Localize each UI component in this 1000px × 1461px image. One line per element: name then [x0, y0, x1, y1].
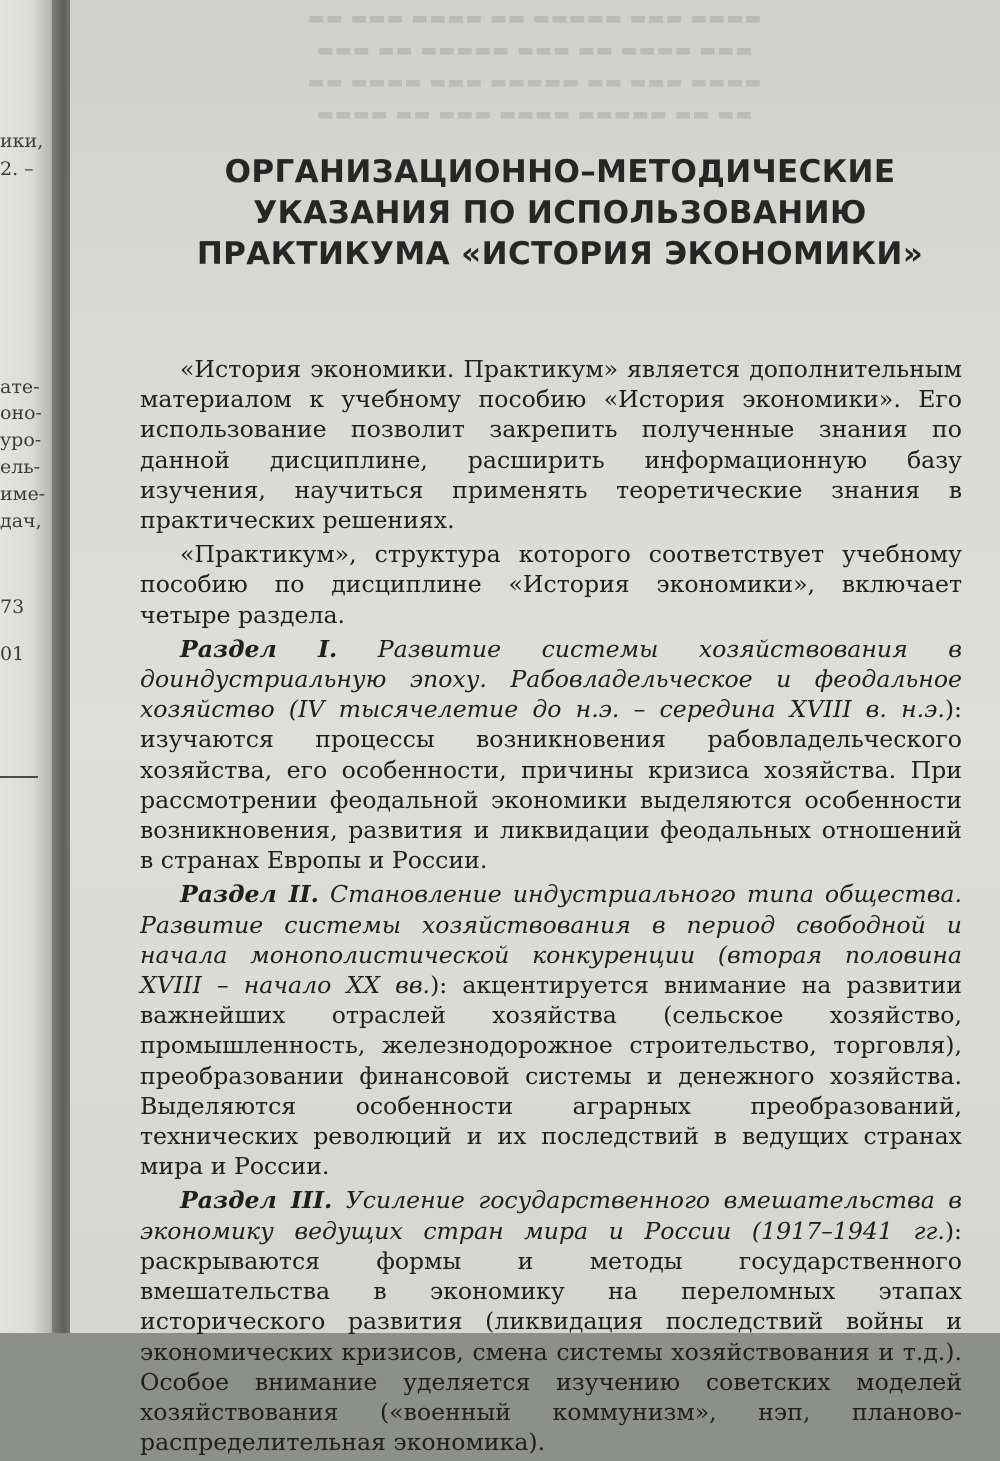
section-label: Раздел I.: [180, 634, 338, 663]
body-text: [140, 354, 962, 1461]
paragraph-section-1: [140, 634, 962, 876]
section-period: IV тысячелетие до н.э. – середина XVIII в. н.э.: [298, 695, 945, 724]
left-page-fragment: 2. –: [0, 158, 34, 180]
paragraph-text: ): раскрываются формы и методы государственного вмешательства в экономику на переломных этапах исторического развития (ликвидация последствий войны и экономических кризисов, смена системы хозяйствования и т.д.). Особое внимание уделяется изучению советских моделей хозяйствования («военный коммунизм», нэп, планово-распределительная экономика).: [140, 1216, 962, 1457]
left-page-fragment: уро-: [0, 429, 42, 451]
section-heading: Развитие системы хозяйствования в доиндустриальную эпоху. Рабовладельческое и феодальное хозяйство (: [140, 634, 962, 724]
left-page-fragment: 73: [0, 596, 25, 618]
bleed-through-texture: ▬▬ ▬▬▬▬ ▬▬▬ ▬▬▬▬▬ ▬▬ ▬▬▬ ▬▬▬▬: [307, 72, 763, 93]
left-page-fragment: име-: [0, 483, 46, 505]
bleed-through-texture: ▬▬▬ ▬▬ ▬▬▬▬▬ ▬▬▬ ▬▬ ▬▬▬▬ ▬▬▬: [316, 40, 754, 61]
paragraph-structure: [140, 539, 962, 630]
section-label: Раздел II.: [180, 880, 319, 909]
paragraph-text: «Практикум», структура которого соответствует учебному пособию по дисциплине «История экономики», включает четыре раздела.: [140, 540, 962, 629]
title-line: УКАЗАНИЯ ПО ИСПОЛЬЗОВАНИЮ: [253, 195, 867, 231]
section-period: вторая половина XVIII – начало XX вв.: [140, 940, 962, 1000]
page-title: [150, 152, 970, 275]
left-page-fragment: 01: [0, 643, 25, 665]
bleed-through-texture: ▬▬ ▬▬▬ ▬▬▬▬ ▬▬ ▬▬▬▬▬ ▬▬▬ ▬▬▬▬: [307, 8, 763, 29]
bleed-through-texture: ▬▬▬▬ ▬▬ ▬▬▬ ▬▬▬▬ ▬▬▬▬▬ ▬▬ ▬▬: [316, 104, 754, 125]
paragraph-text: ): акцентируется внимание на развитии важнейших отраслей хозяйства (сельское хозяйство, промышленность, железнодорожное строительство, торговля), преобразовании финансовой системы и денежного хозяйства. Выделяются особенности аграрных преобразований, технических революций и их последствий в ведущих странах мира и России.: [140, 971, 962, 1181]
book-page: [70, 0, 1000, 1457]
section-heading: Усиление государственного вмешательства в экономику ведущих стран мира и России (: [140, 1186, 962, 1245]
paragraph-section-2: [140, 879, 962, 1181]
section-label: Раздел III.: [180, 1186, 333, 1215]
left-page-fragment: оно-: [0, 402, 42, 424]
paragraph-section-3: [140, 1185, 962, 1457]
paragraph-text: ): изучаются процессы возникновения рабовладельческого хозяйства, его особенности, причины кризиса хозяйства. При рассмотрении феодальной экономики выделяются особенности возникновения, развития и ликвидации феодальных отношений в странах Европы и России.: [140, 695, 962, 875]
section-period: 1917–1941 гг.: [761, 1216, 945, 1245]
left-page-rule: [0, 776, 38, 778]
section-heading: Становление индустриального типа общества. Развитие системы хозяйствования в период свободной и начала монополистической конкуренции (: [140, 880, 963, 969]
left-page-fragment: ель-: [0, 456, 41, 478]
title-line: ПРАКТИКУМА «ИСТОРИЯ ЭКОНОМИКИ»: [196, 236, 924, 272]
paragraph-intro: [140, 354, 962, 535]
left-page-fragment: дач,: [0, 510, 42, 532]
previous-page-edge: [0, 0, 58, 1333]
left-page-fragment: атe-: [0, 376, 40, 398]
title-line: ОРГАНИЗАЦИОННО–МЕТОДИЧЕСКИЕ: [224, 154, 896, 190]
paragraph-text: «История экономики. Практикум» является дополнительным материалом к учебному пособию «История экономики». Его использование позволит закрепить полученные знания по данной дисциплине, расширить информационную базу изучения, научиться применять теоретические знания в практических решениях.: [140, 355, 962, 535]
left-page-fragment: ики,: [0, 130, 44, 152]
